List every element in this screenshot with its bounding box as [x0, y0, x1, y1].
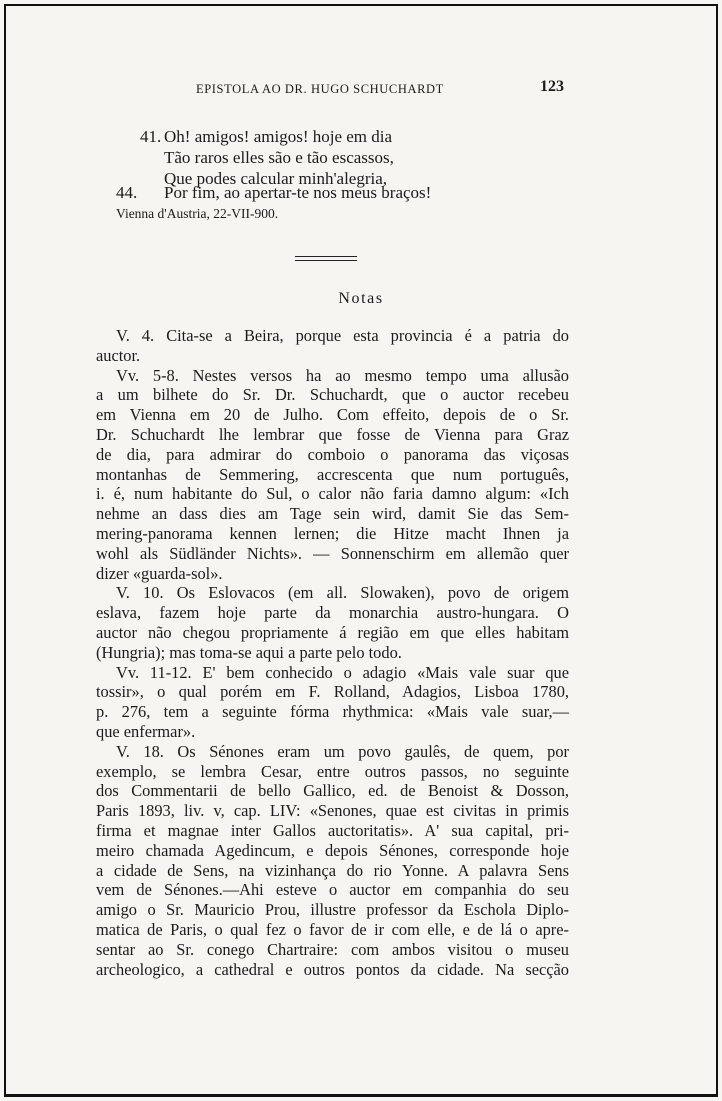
note-line: mering-panorama kennen lernen; die Hitze macht Ihnen ja [96, 523, 569, 543]
page-number: 123 [540, 78, 564, 95]
verse-number: 41. [140, 127, 162, 146]
note-line: auctor não chegou propriamente á região em que elles habitam [96, 622, 569, 642]
verse-text: Por fim, ao apertar-te nos meus braços! [164, 183, 432, 202]
verse-line [140, 126, 392, 147]
note-line: p. 276, tem a seguinte fórma rhythmica: «Mais vale suar,— [96, 702, 569, 722]
note-line: archeologico, a cathedral e outros pontos da cidade. Na secção [96, 959, 569, 979]
note-line: nehme an dass dies am Tage sein wird, damit Sie das Sem- [96, 504, 569, 524]
verse-text: Oh! amigos! amigos! hoje em dia [164, 127, 393, 146]
note-line: (Hungria); mas toma-se aqui a parte pelo todo. [96, 642, 402, 662]
double-rule-bottom [295, 260, 357, 261]
dateline: Vienna d'Austria, 22-VII-900. [116, 206, 279, 221]
note-line: a um bilhete do Sr. Dr. Schuchardt, que o auctor recebeu [96, 385, 569, 405]
note-line: i. é, num habitante do Sul, o calor não faria damno algum: «Ich [96, 484, 569, 504]
running-header: EPISTOLA AO DR. HUGO SCHUCHARDT [196, 82, 444, 96]
note-line: eslava, fazem hoje parte da monarchia austro-hungara. O [96, 603, 569, 623]
notes-body [96, 326, 569, 979]
note-line: de dia, para admirar do comboio o panorama das viçosas [96, 444, 569, 464]
note-line: que enfermar». [96, 721, 196, 741]
note-line: vem de Sénones.—Ahi esteve o auctor em companhia do seu [96, 880, 569, 900]
note-line: firma et magnae inter Gallos auctoritatis». A' sua capital, pri- [96, 820, 569, 840]
verse-line [116, 182, 431, 203]
note-line: a cidade de Sens, na vizinhança do rio Yonne. A palavra Sens [96, 860, 569, 880]
verse-text: Tão raros elles são e tão escassos, [164, 148, 394, 167]
double-rule-top [295, 256, 357, 257]
note-line: matica de Paris, o qual fez o favor de ir com elle, e de lá o apre- [96, 919, 569, 939]
note-line: Paris 1893, liv. v, cap. LIV: «Senones, quae est civitas in primis [96, 801, 569, 821]
note-line: V. 10. Os Eslovacos (em all. Slowaken), povo de origem [116, 583, 569, 603]
note-line: dizer «guarda-sol». [96, 563, 223, 583]
note-line: Vv. 11-12. E' bem conhecido o adagio «Mais vale suar que [116, 662, 569, 682]
note-line: wohl als Südländer Nichts». — Sonnenschirm em allemão quer [96, 543, 569, 563]
note-line: sentar ao Sr. conego Chartraire: com ambos visitou o museu [96, 939, 569, 959]
note-line: V. 18. Os Sénones eram um povo gaulês, de quem, por [116, 741, 569, 761]
note-line: Dr. Schuchardt lhe lembrar que fosse de Vienna para Graz [96, 424, 569, 444]
verse-line [140, 147, 394, 168]
note-line: montanhas de Semmering, accrescenta que num português, [96, 464, 569, 484]
note-line: amigo o Sr. Mauricio Prou, illustre professor da Eschola Diplo- [96, 900, 569, 920]
verse-text: Que podes calcular minh'alegria, [164, 169, 388, 188]
note-line: dos Commentarii de bello Gallico, ed. de Benoist & Dosson, [96, 781, 569, 801]
note-line: V. 4. Cita-se a Beira, porque esta provincia é a patria do [116, 326, 569, 345]
notes-heading: Notas [338, 290, 384, 307]
note-line: em Vienna em 20 de Julho. Com effeito, depois de o Sr. [96, 405, 569, 425]
note-line: meiro chamada Agedincum, e depois Sénones, corresponde hoje [96, 840, 569, 860]
note-line: auctor. [96, 345, 141, 365]
verse-number: 44. [116, 183, 138, 202]
note-line: tossir», o qual porém em F. Rolland, Adagios, Lisboa 1780, [96, 682, 569, 702]
note-line: exemplo, se lembra Cesar, entre outros passos, no seguinte [96, 761, 569, 781]
note-line: Vv. 5-8. Nestes versos ha ao mesmo tempo uma allusão [116, 365, 569, 385]
